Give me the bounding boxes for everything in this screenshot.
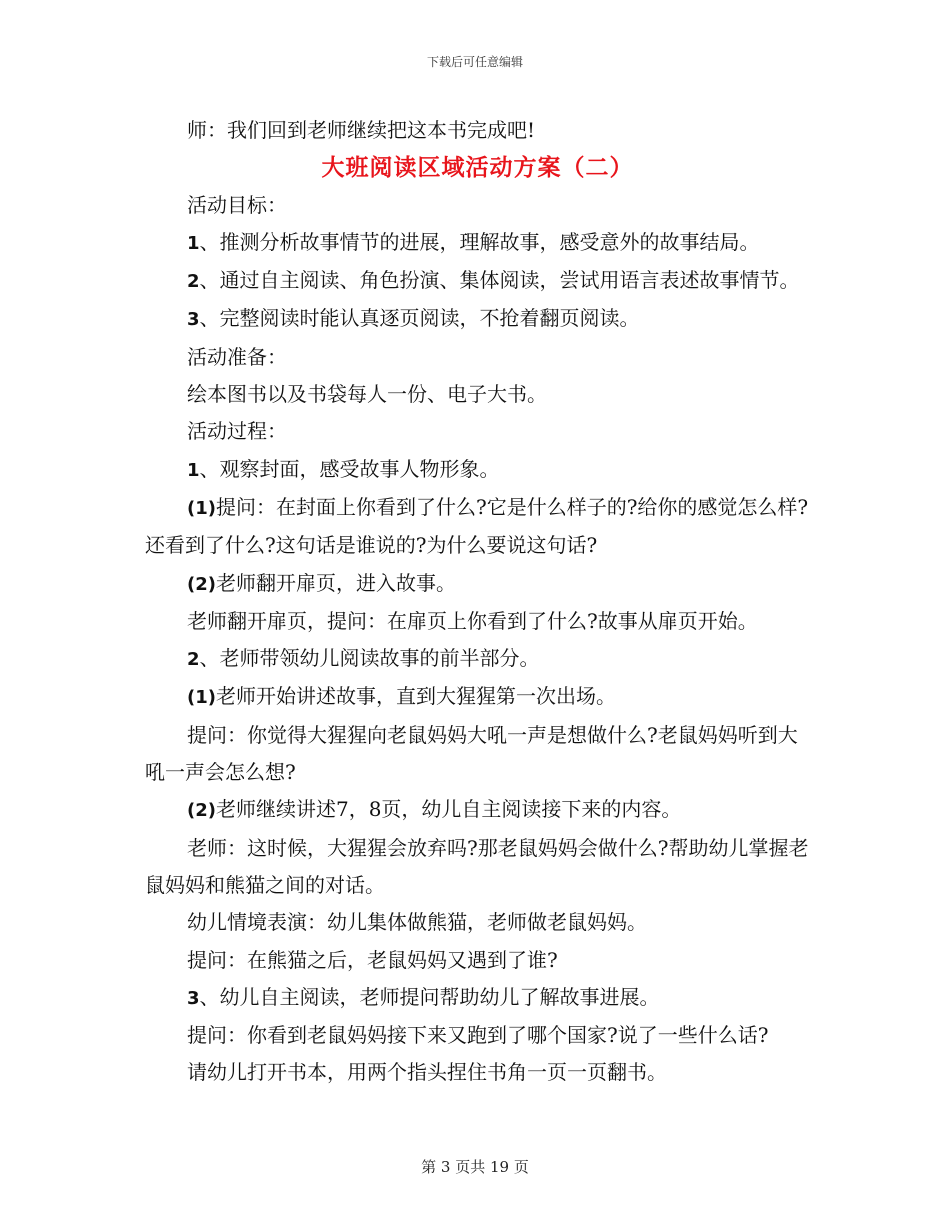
paragraph: 老师翻开扉页，提问：在扉页上你看到了什么?故事从扉页开始。 (187, 608, 758, 633)
paragraph: 提问：你觉得大猩猩向老鼠妈妈大吼一声是想做什么?老鼠妈妈听到大吼一声会怎么想? (145, 722, 798, 785)
page-footer: 第 3 页共 19 页 (421, 1158, 529, 1176)
paragraph: 绘本图书以及书袋每人一份、电子大书。 (187, 382, 547, 407)
paragraph: 3、完整阅读时能认真逐页阅读，不抢着翻页阅读。 (187, 306, 640, 331)
document-body (145, 112, 810, 1092)
paragraph: 2、通过自主阅读、角色扮演、集体阅读，尝试用语言表述故事情节。 (187, 268, 800, 293)
paragraph: 1、推测分析故事情节的进展，理解故事，感受意外的故事结局。 (187, 229, 760, 254)
paragraph: 3、幼儿自主阅读，老师提问帮助幼儿了解故事进展。 (187, 984, 660, 1009)
paragraph: 活动目标： (187, 192, 287, 217)
paragraph: 1、观察封面，感受故事人物形象。 (187, 456, 500, 481)
paragraph: 老师：这时候，大猩猩会放弃吗?那老鼠妈妈会做什么?帮助幼儿掌握老鼠妈妈和熊猫之间的对话。 (145, 835, 809, 897)
page-header: 下载后可任意编辑 (426, 55, 523, 69)
paragraph: 2、老师带领幼儿阅读故事的前半部分。 (187, 646, 540, 671)
paragraph: (1)老师开始讲述故事，直到大猩猩第一次出场。 (187, 684, 616, 709)
paragraph: 活动过程： (187, 419, 287, 444)
paragraph: 活动准备： (187, 344, 287, 369)
paragraph: 请幼儿打开书本，用两个指头捏住书角一页一页翻书。 (187, 1060, 667, 1085)
paragraph: 提问：在熊猫之后，老鼠妈妈又遇到了谁? (187, 947, 558, 972)
paragraph: (1)提问：在封面上你看到了什么?它是什么样子的?给你的感觉怎么样?还看到了什么?这句话是谁说的?为什么要说这句话? (145, 494, 809, 558)
section-title: 大班阅读区域活动方案（二） (321, 154, 634, 182)
paragraph: (2)老师翻开扉页，进入故事。 (187, 570, 456, 595)
paragraph: 师：我们回到老师继续把这本书完成吧! (187, 118, 536, 142)
paragraph: (2)老师继续讲述7，8页，幼儿自主阅读接下来的内容。 (187, 797, 682, 822)
paragraph: 幼儿情境表演：幼儿集体做熊猫，老师做老鼠妈妈。 (187, 910, 647, 935)
paragraph: 提问：你看到老鼠妈妈接下来又跑到了哪个国家?说了一些什么话? (187, 1023, 769, 1048)
